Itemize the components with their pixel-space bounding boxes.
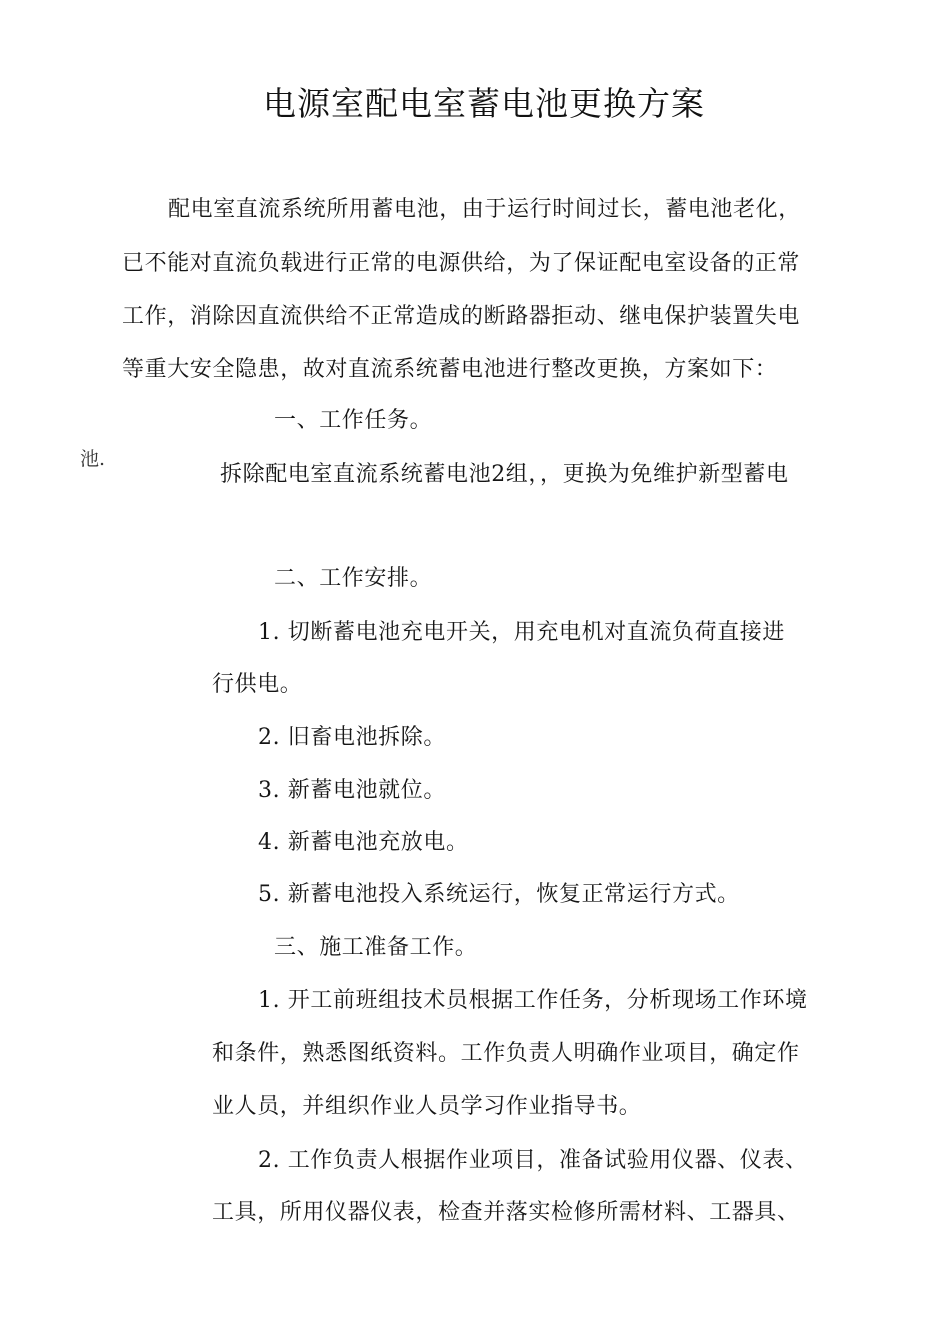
section-1-heading: 一、工作任务。 [274, 408, 433, 433]
section-2-heading: 二、工作安排。 [274, 566, 433, 591]
section-2-item-5: 5. 新蓄电池投入系统运行，恢复正常运行方式。 [258, 882, 740, 907]
section-3-item-2-line-2: 工具，所用仪器仪表，检查并落实检修所需材料、工器具、 [212, 1200, 800, 1225]
document-title: 电源室配电室蓄电池更换方案 [263, 84, 705, 123]
section-2-item-3: 3. 新蓄电池就位。 [258, 778, 446, 803]
section-2-item-4: 4. 新蓄电池充放电。 [258, 830, 469, 855]
intro-line-2: 已不能对直流负载进行正常的电源供给，为了保证配电室设备的正常 [122, 251, 801, 276]
intro-line-1: 配电室直流系统所用蓄电池，由于运行时间过长，蓄电池老化， [168, 197, 801, 222]
margin-fragment: 池. [80, 448, 106, 470]
section-1-body: 拆除配电室直流系统蓄电池2组，，更换为免维护新型蓄电 [220, 462, 789, 487]
section-2-item-2: 2. 旧畜电池拆除。 [258, 725, 446, 750]
section-2-item-1-line-2: 行供电。 [212, 672, 303, 697]
section-3-item-1-line-1: 1. 开工前班组技术员根据工作任务，分析现场工作环境 [258, 988, 808, 1013]
intro-line-3: 工作，消除因直流供给不正常造成的断路器拒动、继电保护装置失电 [122, 304, 801, 329]
section-2-item-1-line-1: 1. 切断蓄电池充电开关，用充电机对直流负荷直接进 [258, 620, 785, 645]
section-3-item-1-line-2: 和条件，熟悉图纸资料。工作负责人明确作业项目，确定作 [212, 1041, 800, 1066]
section-3-item-2-line-1: 2. 工作负责人根据作业项目，准备试验用仪器、仪表、 [258, 1148, 808, 1173]
section-3-item-1-line-3: 业人员，并组织作业人员学习作业指导书。 [212, 1094, 642, 1119]
intro-line-4: 等重大安全隐患，故对直流系统蓄电池进行整改更换，方案如下： [122, 357, 778, 382]
section-3-heading: 三、施工准备工作。 [274, 935, 478, 960]
